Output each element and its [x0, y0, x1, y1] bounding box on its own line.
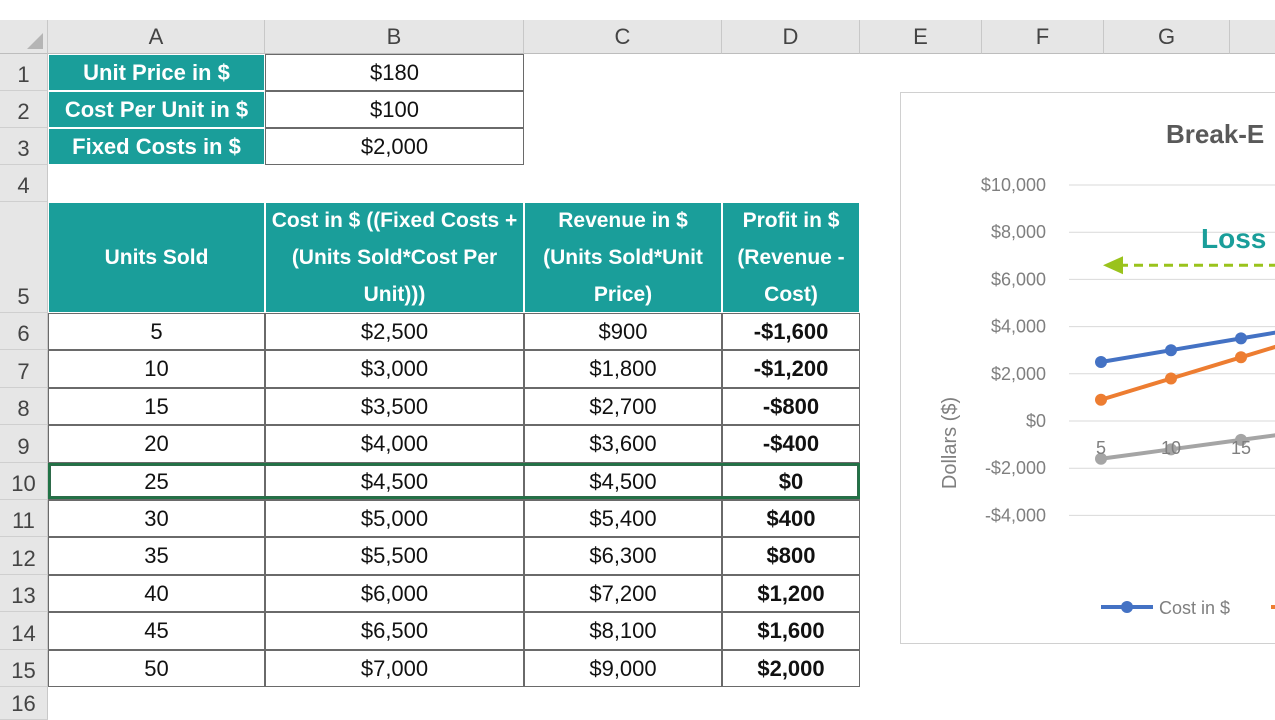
profit-cell[interactable]: $0	[722, 463, 860, 500]
row-header-14[interactable]: 14	[0, 612, 48, 650]
y-tick-label: $0	[1025, 411, 1046, 431]
units-sold-cell[interactable]: 15	[48, 388, 265, 425]
row-header-6[interactable]: 6	[0, 313, 48, 350]
cost-cell[interactable]: $3,500	[265, 388, 524, 425]
revenue-cell[interactable]: $7,200	[524, 575, 722, 612]
revenue-cell[interactable]: $5,400	[524, 500, 722, 537]
units-sold-cell[interactable]: 45	[48, 612, 265, 650]
revenue-header[interactable]: Revenue in $ (Units Sold*Unit Price)	[524, 202, 722, 313]
profit-header[interactable]: Profit in $ (Revenue - Cost)	[722, 202, 860, 313]
revenue-series-marker	[1235, 351, 1247, 363]
y-axis-label: Dollars ($)	[939, 396, 961, 490]
revenue-cell[interactable]: $1,800	[524, 350, 722, 388]
legend-cost-marker	[1121, 601, 1133, 613]
unit-price-label[interactable]: Unit Price in $	[48, 54, 265, 91]
row-header-1[interactable]: 1	[0, 54, 48, 91]
chart-canvas	[901, 93, 1275, 644]
column-header-f[interactable]: F	[982, 20, 1104, 54]
cost-cell[interactable]: $4,500	[265, 463, 524, 500]
cost-series-marker	[1235, 332, 1247, 344]
revenue-cell[interactable]: $2,700	[524, 388, 722, 425]
y-tick-label: $4,000	[990, 316, 1046, 337]
legend-cost-label: Cost in $	[1159, 598, 1231, 618]
row-header-13[interactable]: 13	[0, 575, 48, 612]
fixed-costs-label[interactable]: Fixed Costs in $	[48, 128, 265, 165]
column-header-a[interactable]: A	[48, 20, 265, 54]
row-header-8[interactable]: 8	[0, 388, 48, 425]
y-tick-label: -$4,000	[984, 505, 1046, 526]
loss-annotation: Loss	[1201, 223, 1267, 254]
row-header-15[interactable]: 15	[0, 650, 48, 687]
column-header-b[interactable]: B	[265, 20, 524, 54]
cost-cell[interactable]: $4,000	[265, 425, 524, 463]
revenue-cell[interactable]: $8,100	[524, 612, 722, 650]
row-header-5[interactable]: 5	[0, 202, 48, 313]
y-tick-label: $10,000	[980, 175, 1046, 195]
break-even-chart[interactable]	[900, 92, 1275, 644]
x-tick-label: 5	[1095, 438, 1107, 459]
cost-series-marker	[1095, 356, 1107, 368]
units-sold-header[interactable]: Units Sold	[48, 202, 265, 313]
column-header-e[interactable]: E	[860, 20, 982, 54]
revenue-cell[interactable]: $4,500	[524, 463, 722, 500]
cost-cell[interactable]: $6,000	[265, 575, 524, 612]
revenue-cell[interactable]: $9,000	[524, 650, 722, 687]
row-header-7[interactable]: 7	[0, 350, 48, 388]
units-sold-cell[interactable]: 50	[48, 650, 265, 687]
column-header-g[interactable]: G	[1104, 20, 1230, 54]
row-header-2[interactable]: 2	[0, 91, 48, 128]
cost-series-marker	[1165, 344, 1177, 356]
profit-cell[interactable]: -$400	[722, 425, 860, 463]
cost-per-unit-value[interactable]: $100	[265, 91, 524, 128]
column-header-c[interactable]: C	[524, 20, 722, 54]
select-all-corner[interactable]	[0, 20, 48, 54]
cost-cell[interactable]: $7,000	[265, 650, 524, 687]
select-all-icon	[27, 33, 43, 49]
y-tick-label: -$2,000	[984, 458, 1046, 479]
row-header-10[interactable]: 10	[0, 463, 48, 500]
revenue-cell[interactable]: $6,300	[524, 537, 722, 575]
profit-cell[interactable]: -$800	[722, 388, 860, 425]
units-sold-cell[interactable]: 40	[48, 575, 265, 612]
profit-cell[interactable]: $2,000	[722, 650, 860, 687]
cost-cell[interactable]: $5,000	[265, 500, 524, 537]
profit-cell[interactable]: -$1,600	[722, 313, 860, 350]
profit-cell[interactable]: $800	[722, 537, 860, 575]
revenue-cell[interactable]: $900	[524, 313, 722, 350]
profit-cell[interactable]: $1,200	[722, 575, 860, 612]
row-header-4[interactable]: 4	[0, 165, 48, 202]
revenue-series-marker	[1165, 373, 1177, 385]
row-header-3[interactable]: 3	[0, 128, 48, 165]
profit-cell[interactable]: $1,600	[722, 612, 860, 650]
fixed-costs-value[interactable]: $2,000	[265, 128, 524, 165]
cost-cell[interactable]: $6,500	[265, 612, 524, 650]
loss-arrow-head	[1103, 256, 1123, 274]
units-sold-cell[interactable]: 5	[48, 313, 265, 350]
column-header-d[interactable]: D	[722, 20, 860, 54]
x-tick-label: 15	[1230, 438, 1252, 459]
column-header-h[interactable]	[1230, 20, 1275, 54]
units-sold-cell[interactable]: 20	[48, 425, 265, 463]
y-tick-label: $6,000	[990, 269, 1046, 290]
row-header-11[interactable]: 11	[0, 500, 48, 537]
profit-cell[interactable]: -$1,200	[722, 350, 860, 388]
units-sold-cell[interactable]: 25	[48, 463, 265, 500]
profit-cell[interactable]: $400	[722, 500, 860, 537]
unit-price-value[interactable]: $180	[265, 54, 524, 91]
row-header-12[interactable]: 12	[0, 537, 48, 575]
units-sold-cell[interactable]: 35	[48, 537, 265, 575]
row-header-16[interactable]: 16	[0, 687, 48, 720]
revenue-series-marker	[1095, 394, 1107, 406]
units-sold-cell[interactable]: 30	[48, 500, 265, 537]
units-sold-cell[interactable]: 10	[48, 350, 265, 388]
revenue-cell[interactable]: $3,600	[524, 425, 722, 463]
y-tick-label: $8,000	[990, 222, 1046, 243]
cost-cell[interactable]: $5,500	[265, 537, 524, 575]
chart-title: Break-E	[1166, 119, 1265, 149]
cost-per-unit-label[interactable]: Cost Per Unit in $	[48, 91, 265, 128]
cost-cell[interactable]: $3,000	[265, 350, 524, 388]
cost-cell[interactable]: $2,500	[265, 313, 524, 350]
x-tick-label: 10	[1160, 438, 1182, 459]
cost-header[interactable]: Cost in $ ((Fixed Costs + (Units Sold*Cost Per Unit)))	[265, 202, 524, 313]
row-header-9[interactable]: 9	[0, 425, 48, 463]
y-tick-label: $2,000	[990, 363, 1046, 384]
